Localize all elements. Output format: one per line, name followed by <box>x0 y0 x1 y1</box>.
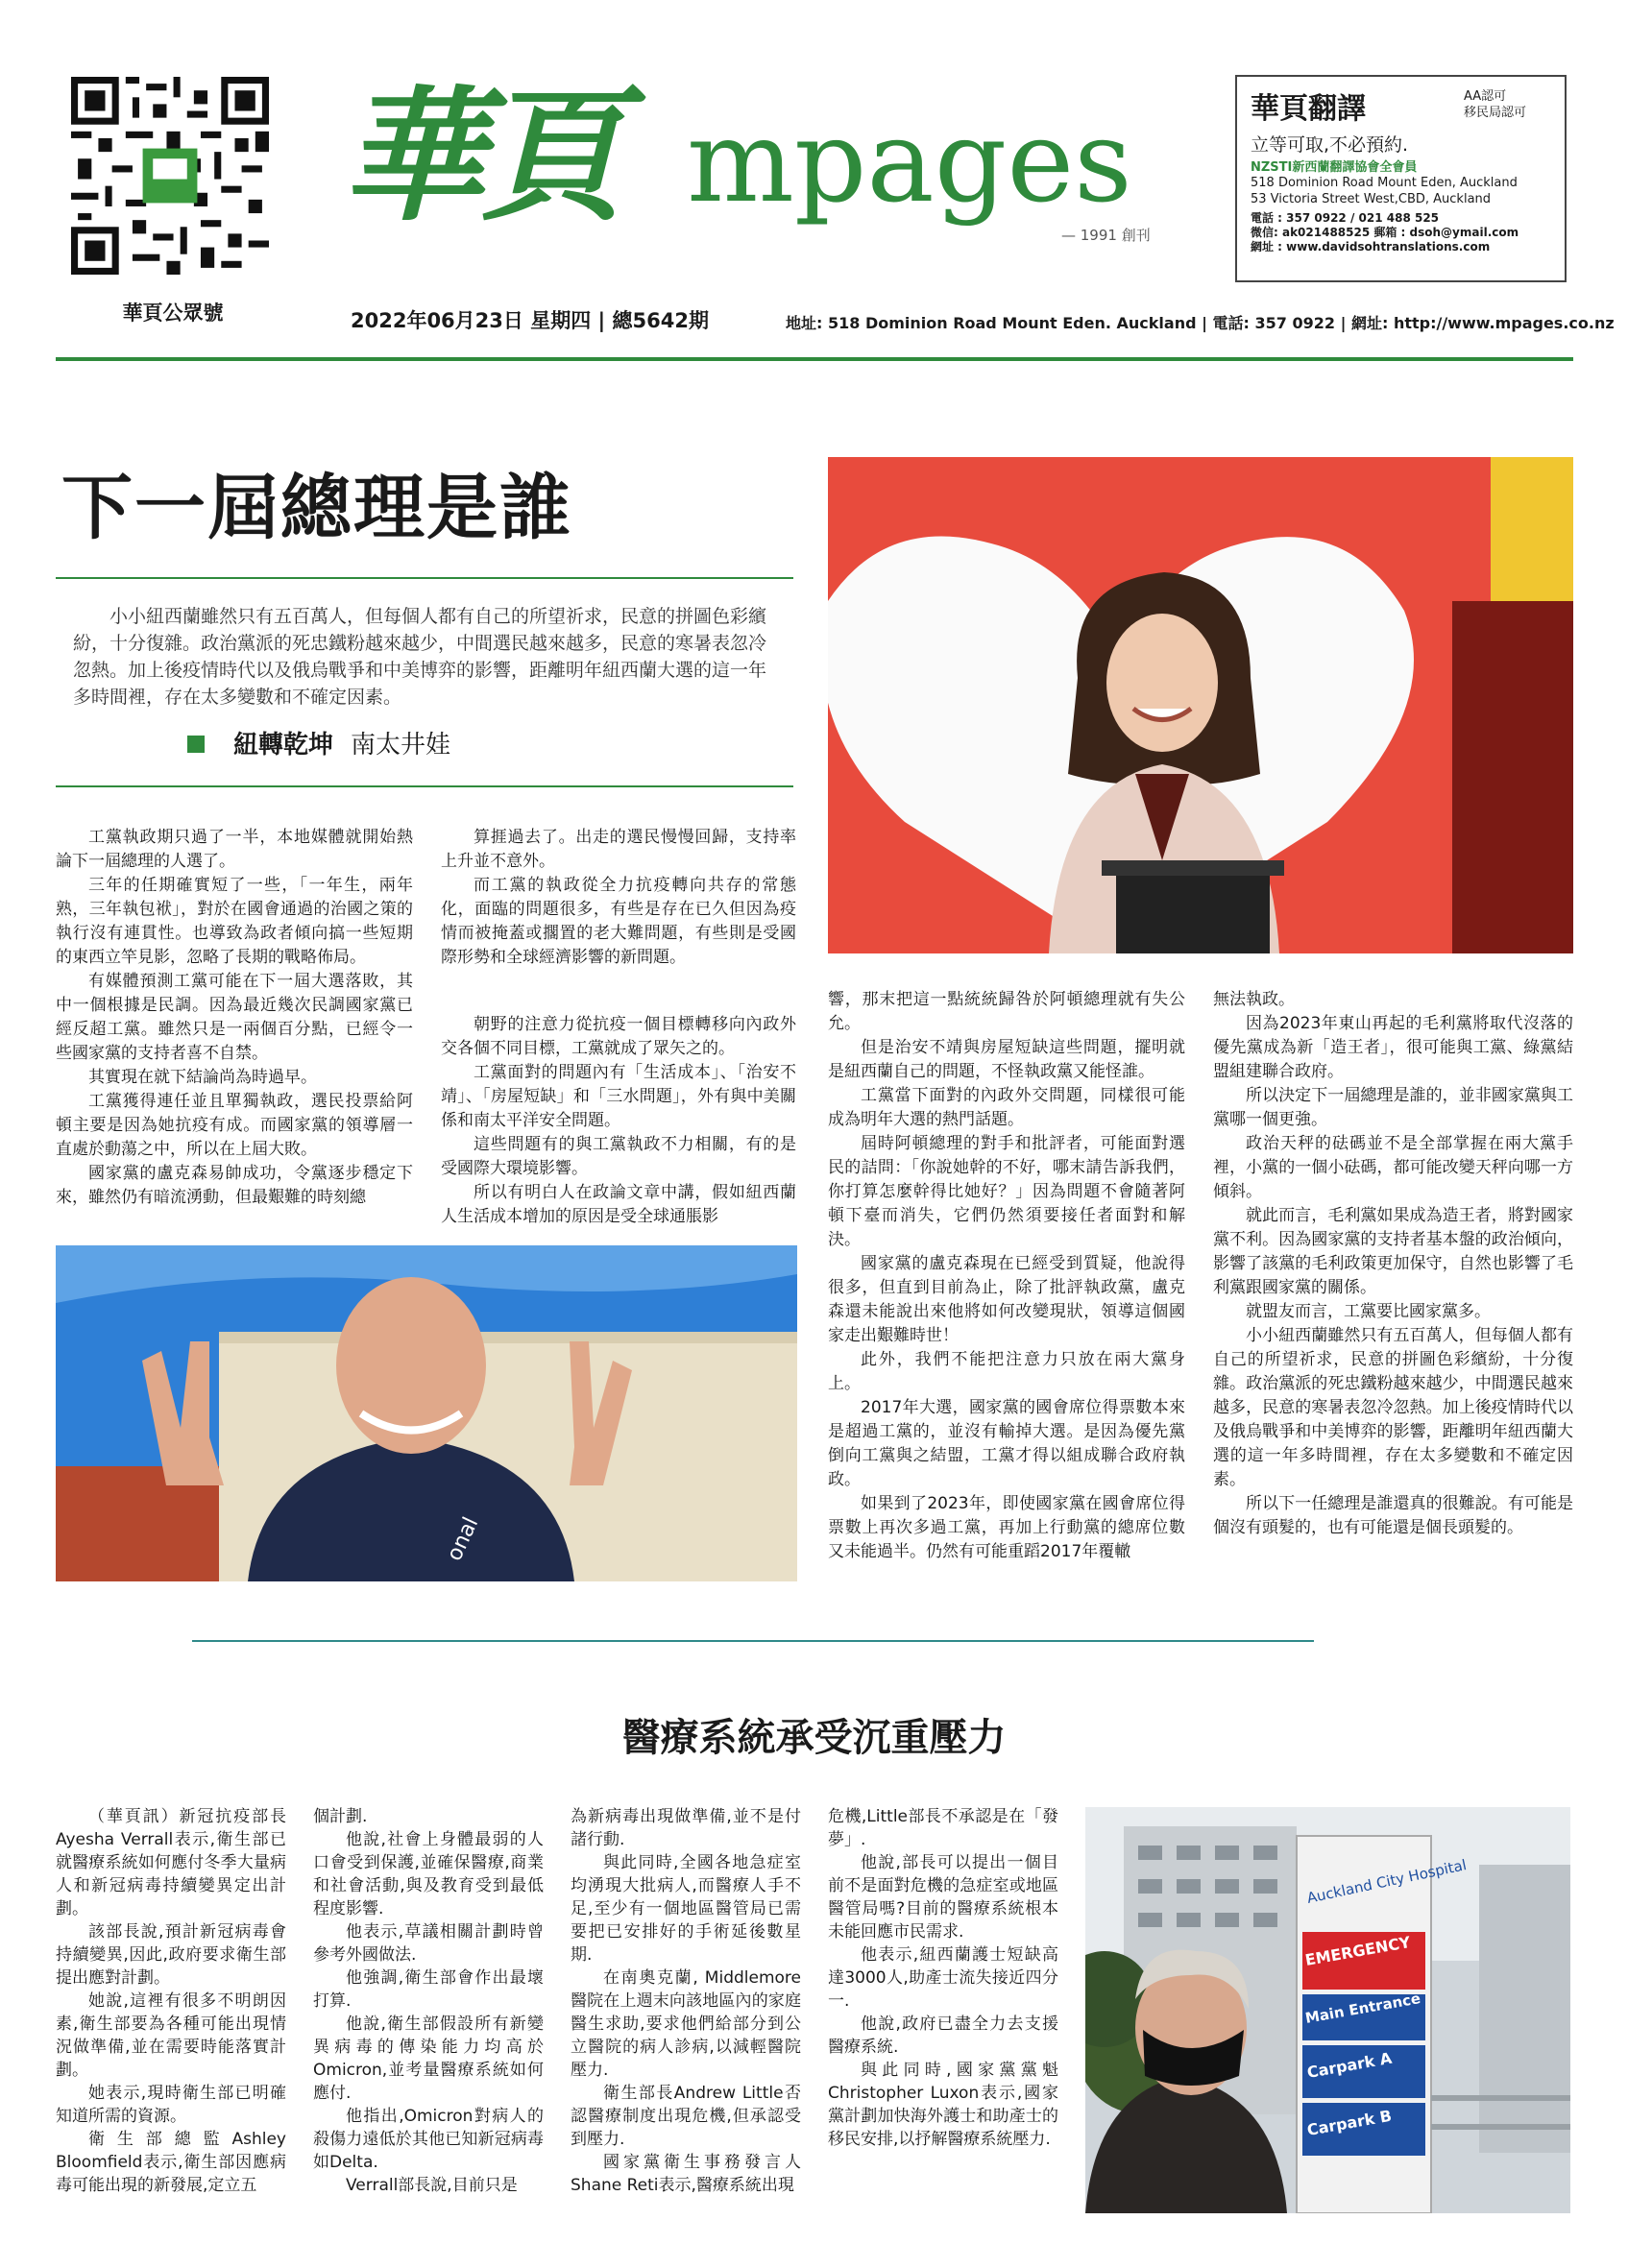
article2-column-4 <box>828 1805 1058 2151</box>
column-name: 紐轉乾坤 <box>233 731 334 760</box>
sign-carpark-b: Carpark B <box>1305 2106 1394 2139</box>
ad-wechat: 微信: ak021488525 郵箱 : dsoh@ymail.com <box>1251 226 1519 239</box>
article-headline: 下一屆總理是誰 <box>61 467 572 549</box>
ardern-photo-art <box>828 457 1573 953</box>
author-name: 南太井娃 <box>351 731 451 760</box>
logo-english: mpages <box>687 95 1132 228</box>
ad-cert-aa: AA認可 <box>1464 89 1507 104</box>
paragraph: 他說,政府已盡全力去支援醫療系統. <box>828 2015 1058 2057</box>
sign-emergency: EMERGENCY <box>1303 1932 1412 1969</box>
article1-column-1 <box>56 826 413 1210</box>
qr-code-image <box>71 77 269 275</box>
paragraph: 所以有明白人在政論文章中講，假如紐西蘭人生活成本增加的原因是受全球通脹影 <box>441 1183 796 1226</box>
paragraph: 但是治安不靖與房屋短缺這些問題，擺明就是紐西蘭自己的問題，不怪執政黨又能怪誰。 <box>828 1038 1185 1081</box>
article1-column-3 <box>828 988 1185 1564</box>
paragraph: 工黨面對的問題內有「生活成本」、「治安不靖」、「房屋短缺」和「三水問題」，外有與中美關係和南太平洋安全問題。 <box>441 1063 796 1130</box>
paragraph: 與此同時,全國各地急症室均湧現大批病人,而醫療人手不足,至少有一個地區醫管局已需要把已安排好的手術延後數星期. <box>571 1853 801 1965</box>
paragraph: 因為2023年東山再起的毛利黨將取代沒落的優先黨成為新「造王者」，很可能與工黨、綠黨結盟組建聯合政府。 <box>1213 1014 1573 1081</box>
paragraph: 屆時阿頓總理的對手和批評者，可能面對選民的詰問：「你說她幹的不好，哪末請告訴我們，你打算怎麼幹得比她好？」因為問題不會隨著阿頓下臺而消失，它們仍然須要接任者面對和解決。 <box>828 1134 1185 1249</box>
ad-slogan: 立等可取,不必預約. <box>1251 134 1409 156</box>
founded-year: — 1991 創刊 <box>1061 227 1151 244</box>
paragraph: 其實現在就下結論尚為時過早。 <box>88 1068 317 1087</box>
article2-column-2 <box>313 1805 544 2197</box>
paragraph: 他強調,衛生部會作出最壞打算. <box>313 1968 544 2011</box>
paragraph: 衛生部總監Ashley Bloomfield表示,衛生部因應病毒可能出現的新發展,定立五 <box>56 2130 286 2195</box>
ad-website: 網址 : www.davidsohtranslations.com <box>1251 240 1491 253</box>
article1-column-4 <box>1213 988 1573 1540</box>
headline-rule <box>56 577 793 579</box>
paragraph: 個計劃. <box>313 1807 368 1826</box>
paragraph: 響，那末把這一點統統歸咎於阿頓總理就有失公允。 <box>828 990 1185 1033</box>
section-divider <box>192 1640 1314 1642</box>
hospital-photo-art <box>1085 1807 1570 2213</box>
paragraph: 工黨獲得連任並且單獨執政，選民投票給阿頓主要是因為她抗疫有成。而國家黨的領導層一直處於動蕩之中，所以在上屆大敗。 <box>56 1092 413 1159</box>
ad-address-1: 518 Dominion Road Mount Eden, Auckland <box>1251 176 1518 190</box>
paragraph: 她說,這裡有很多不明朗因素,衛生部要為各種可能出現情況做準備,並在需要時能落實計劃。 <box>56 1991 286 2080</box>
paragraph: 朝野的注意力從抗疫一個目標轉移向內政外交各個不同目標，工黨就成了眾矢之的。 <box>441 1015 796 1058</box>
sign-hospital-name: Auckland City Hospital <box>1305 1856 1469 1907</box>
ad-title: 華頁翻譯 <box>1251 92 1366 126</box>
article2-column-3 <box>571 1805 801 2197</box>
logo-chinese: 華頁 <box>341 72 619 241</box>
masthead-divider <box>56 357 1573 361</box>
ad-member: NZSTI新西蘭翻譯協會全會員 <box>1251 160 1418 175</box>
article1-column-2a <box>441 826 796 970</box>
paragraph: 國家黨的盧克森易帥成功，令黨逐步穩定下來，雖然仍有暗流湧動，但最艱難的時刻總 <box>56 1164 413 1207</box>
paragraph: 如果到了2023年，即使國家黨在國會席位得票數上再次多過工黨，再加上行動黨的總席位數又未能過半。仍然有可能重蹈2017年覆轍 <box>828 1494 1185 1561</box>
paragraph: 此外，我們不能把注意力只放在兩大黨身上。 <box>828 1350 1185 1393</box>
paragraph: 2017年大選，國家黨的國會席位得票數本來是超過工黨的，並沒有輸掉大選。是因為優先黨倒向工黨與之結盟，工黨才得以組成聯合政府執政。 <box>828 1398 1185 1489</box>
paragraph: 就此而言，毛利黨如果成為造王者，將對國家黨不利。因為國家黨的支持者基本盤的政治傾向，影響了該黨的毛利政策更加保守，自然也影響了毛利黨跟國家黨的關係。 <box>1213 1206 1573 1297</box>
article1-column-2b <box>441 1013 796 1229</box>
paragraph: Verrall部長說,目前只是 <box>346 2176 518 2195</box>
byline-rule <box>56 785 793 787</box>
article2-column-1 <box>56 1805 286 2197</box>
paragraph: 與此同時,國家黨黨魁Christopher Luxon表示,國家黨計劃加快海外護士和助產士的移民安排,以抒解醫療系統壓力. <box>828 2061 1058 2149</box>
publisher-address: 地址: 518 Dominion Road Mount Eden. Auckland | 電話: 357 0922 | 網址: http://www.mpages.co.nz <box>786 314 1615 332</box>
byline <box>187 725 450 760</box>
paragraph: 有媒體預測工黨可能在下一屆大選落敗，其中一個根據是民調。因為最近幾次民調國家黨已經反超工黨。雖然只是一兩個百分點，已經令一些國家黨的支持者喜不自禁。 <box>56 972 413 1063</box>
paragraph: 這些問題有的與工黨執政不力相關，有的是受國際大環境影響。 <box>441 1135 796 1178</box>
article-lede: 小小紐西蘭雖然只有五百萬人，但每個人都有自己的所望祈求，民意的拼圖色彩繽紛，十分復雜。政治黨派的死忠鐵粉越來越少，中間選民越來越多，民意的寒暑表忽冷忽熱。加上後疫情時代以及俄烏戰爭和中美博弈的影響，距離明年紐西蘭大選的這一年多時間裡，存在太多變數和不確定因素。 <box>73 606 767 708</box>
luxon-photo-art <box>56 1245 797 1581</box>
ad-certifications <box>1464 88 1526 121</box>
paragraph: 小小紐西蘭雖然只有五百萬人，但每個人都有自己的所望祈求，民意的拼圖色彩繽紛，十分復雜。政治黨派的死忠鐵粉越來越少，中間選民越來越多，民意的寒暑表忽冷忽熱。加上後疫情時代以及俄烏戰爭和中美博弈的影響，距離明年紐西蘭大選的這一年多時間裡，存在太多變數和不確定因素。 <box>1213 1326 1573 1489</box>
paragraph: 就盟友而言，工黨要比國家黨多。 <box>1246 1302 1491 1321</box>
paragraph: 三年的任期確實短了一些，「一年生，兩年熟，三年執包袱」，對於在國會通過的治國之策的執行沒有連貫性。也導致為政者傾向搞一些短期的東西立竿見影，忽略了長期的戰略佈局。 <box>56 876 413 967</box>
byline-marker <box>187 736 205 753</box>
translation-ad <box>1235 75 1567 282</box>
paragraph: 為新病毒出現做準備,並不是付諸行動. <box>571 1807 801 1849</box>
sign-carpark-a: Carpark A <box>1305 2048 1394 2082</box>
article2-headline: 醫療系統承受沉重壓力 <box>621 1715 1007 1760</box>
issue-dateline: 2022年06月23日 星期四 | 總5642期 <box>351 309 709 332</box>
paragraph: 而工黨的執政從全力抗疫轉向共存的常態化，面臨的問題很多，有些是存在已久但因為疫情而被掩蓋或擱置的老大難問題，有些則是受國際形勢和全球經濟影響的新問題。 <box>441 876 796 967</box>
luxon-photo <box>56 1245 797 1581</box>
paragraph: 她表示,現時衛生部已明確知道所需的資源。 <box>56 2084 286 2126</box>
paragraph: 政治天秤的砝碼並不是全部掌握在兩大黨手裡，小黨的一個小砝碼，都可能改變天秤向哪一方傾斜。 <box>1213 1134 1573 1201</box>
paragraph: 危機,Little部長不承認是在「發夢」. <box>828 1807 1058 1849</box>
paragraph: 他表示,紐西蘭護士短缺高達3000人,助產士流失接近四分一. <box>828 1945 1058 2011</box>
paragraph: 衛生部長Andrew Little否認醫療制度出現危機,但承認受到壓力. <box>571 2084 801 2149</box>
paragraph: 工黨當下面對的內政外交問題，同樣很可能成為明年大選的熱門話題。 <box>828 1086 1185 1129</box>
qr-caption: 華頁公眾號 <box>122 302 224 325</box>
paragraph: 在南奧克蘭, Middlemore醫院在上週末向該地區內的家庭醫生求助,要求他們給部分到公立醫院的病人診病,以減輕醫院壓力. <box>571 1968 801 2080</box>
paragraph: 他表示,草議相關計劃時曾參考外國做法. <box>313 1922 544 1965</box>
sign-main-entrance: Main Entrance <box>1303 1990 1422 2027</box>
ad-phone: 電話 : 357 0922 / 021 488 525 <box>1251 211 1440 225</box>
ad-cert-immigration: 移民局認可 <box>1464 106 1527 120</box>
paragraph: 算捱過去了。出走的選民慢慢回歸，支持率上升並不意外。 <box>441 828 796 871</box>
hospital-photo <box>1085 1807 1570 2213</box>
ad-address-2: 53 Victoria Street West,CBD, Auckland <box>1251 192 1492 206</box>
svg-text:onal: onal <box>442 1513 484 1565</box>
paragraph: 他說,社會上身體最弱的人口會受到保護,並確保醫療,商業和社會活動,與及教育受到最低程度影響. <box>313 1830 544 1918</box>
paragraph: （華頁訊）新冠抗疫部長Ayesha Verrall表示,衛生部已就醫療系統如何應付冬季大量病人和新冠病毒持續變異定出計劃。 <box>56 1807 286 1918</box>
paragraph: 所以決定下一屆總理是誰的，並非國家黨與工黨哪一個更強。 <box>1213 1086 1573 1129</box>
paragraph: 他說,部長可以提出一個目前不是面對危機的急症室或地區醫管局嗎?目前的醫療系統根本未能回應市民需求. <box>828 1853 1058 1942</box>
paragraph: 工黨執政期只過了一半，本地媒體就開始熱論下一屆總理的人選了。 <box>56 828 413 871</box>
paragraph: 國家黨衛生事務發言人Shane Reti表示,醫療系統出現 <box>571 2153 801 2195</box>
paragraph: 國家黨的盧克森現在已經受到質疑，他說得很多，但直到目前為止，除了批評執政黨，盧克森還未能說出來他將如何改變現狀，領導這個國家走出艱難時世！ <box>828 1254 1185 1345</box>
paragraph: 該部長說,預計新冠病毒會持續變異,因此,政府要求衛生部提出應對計劃。 <box>56 1922 286 1988</box>
paragraph: 所以下一任總理是誰還真的很難說。有可能是個沒有頭髮的，也有可能還是個長頭髮的。 <box>1213 1494 1573 1537</box>
paragraph: 無法執政。 <box>1213 990 1295 1009</box>
paragraph: 他指出,Omicron對病人的殺傷力遠低於其他已知新冠病毒如Delta. <box>313 2107 544 2172</box>
paragraph: 他說,衛生部假設所有新變異病毒的傳染能力均高於Omicron,並考量醫療系統如何應付. <box>313 2015 544 2103</box>
ardern-photo <box>828 457 1573 953</box>
